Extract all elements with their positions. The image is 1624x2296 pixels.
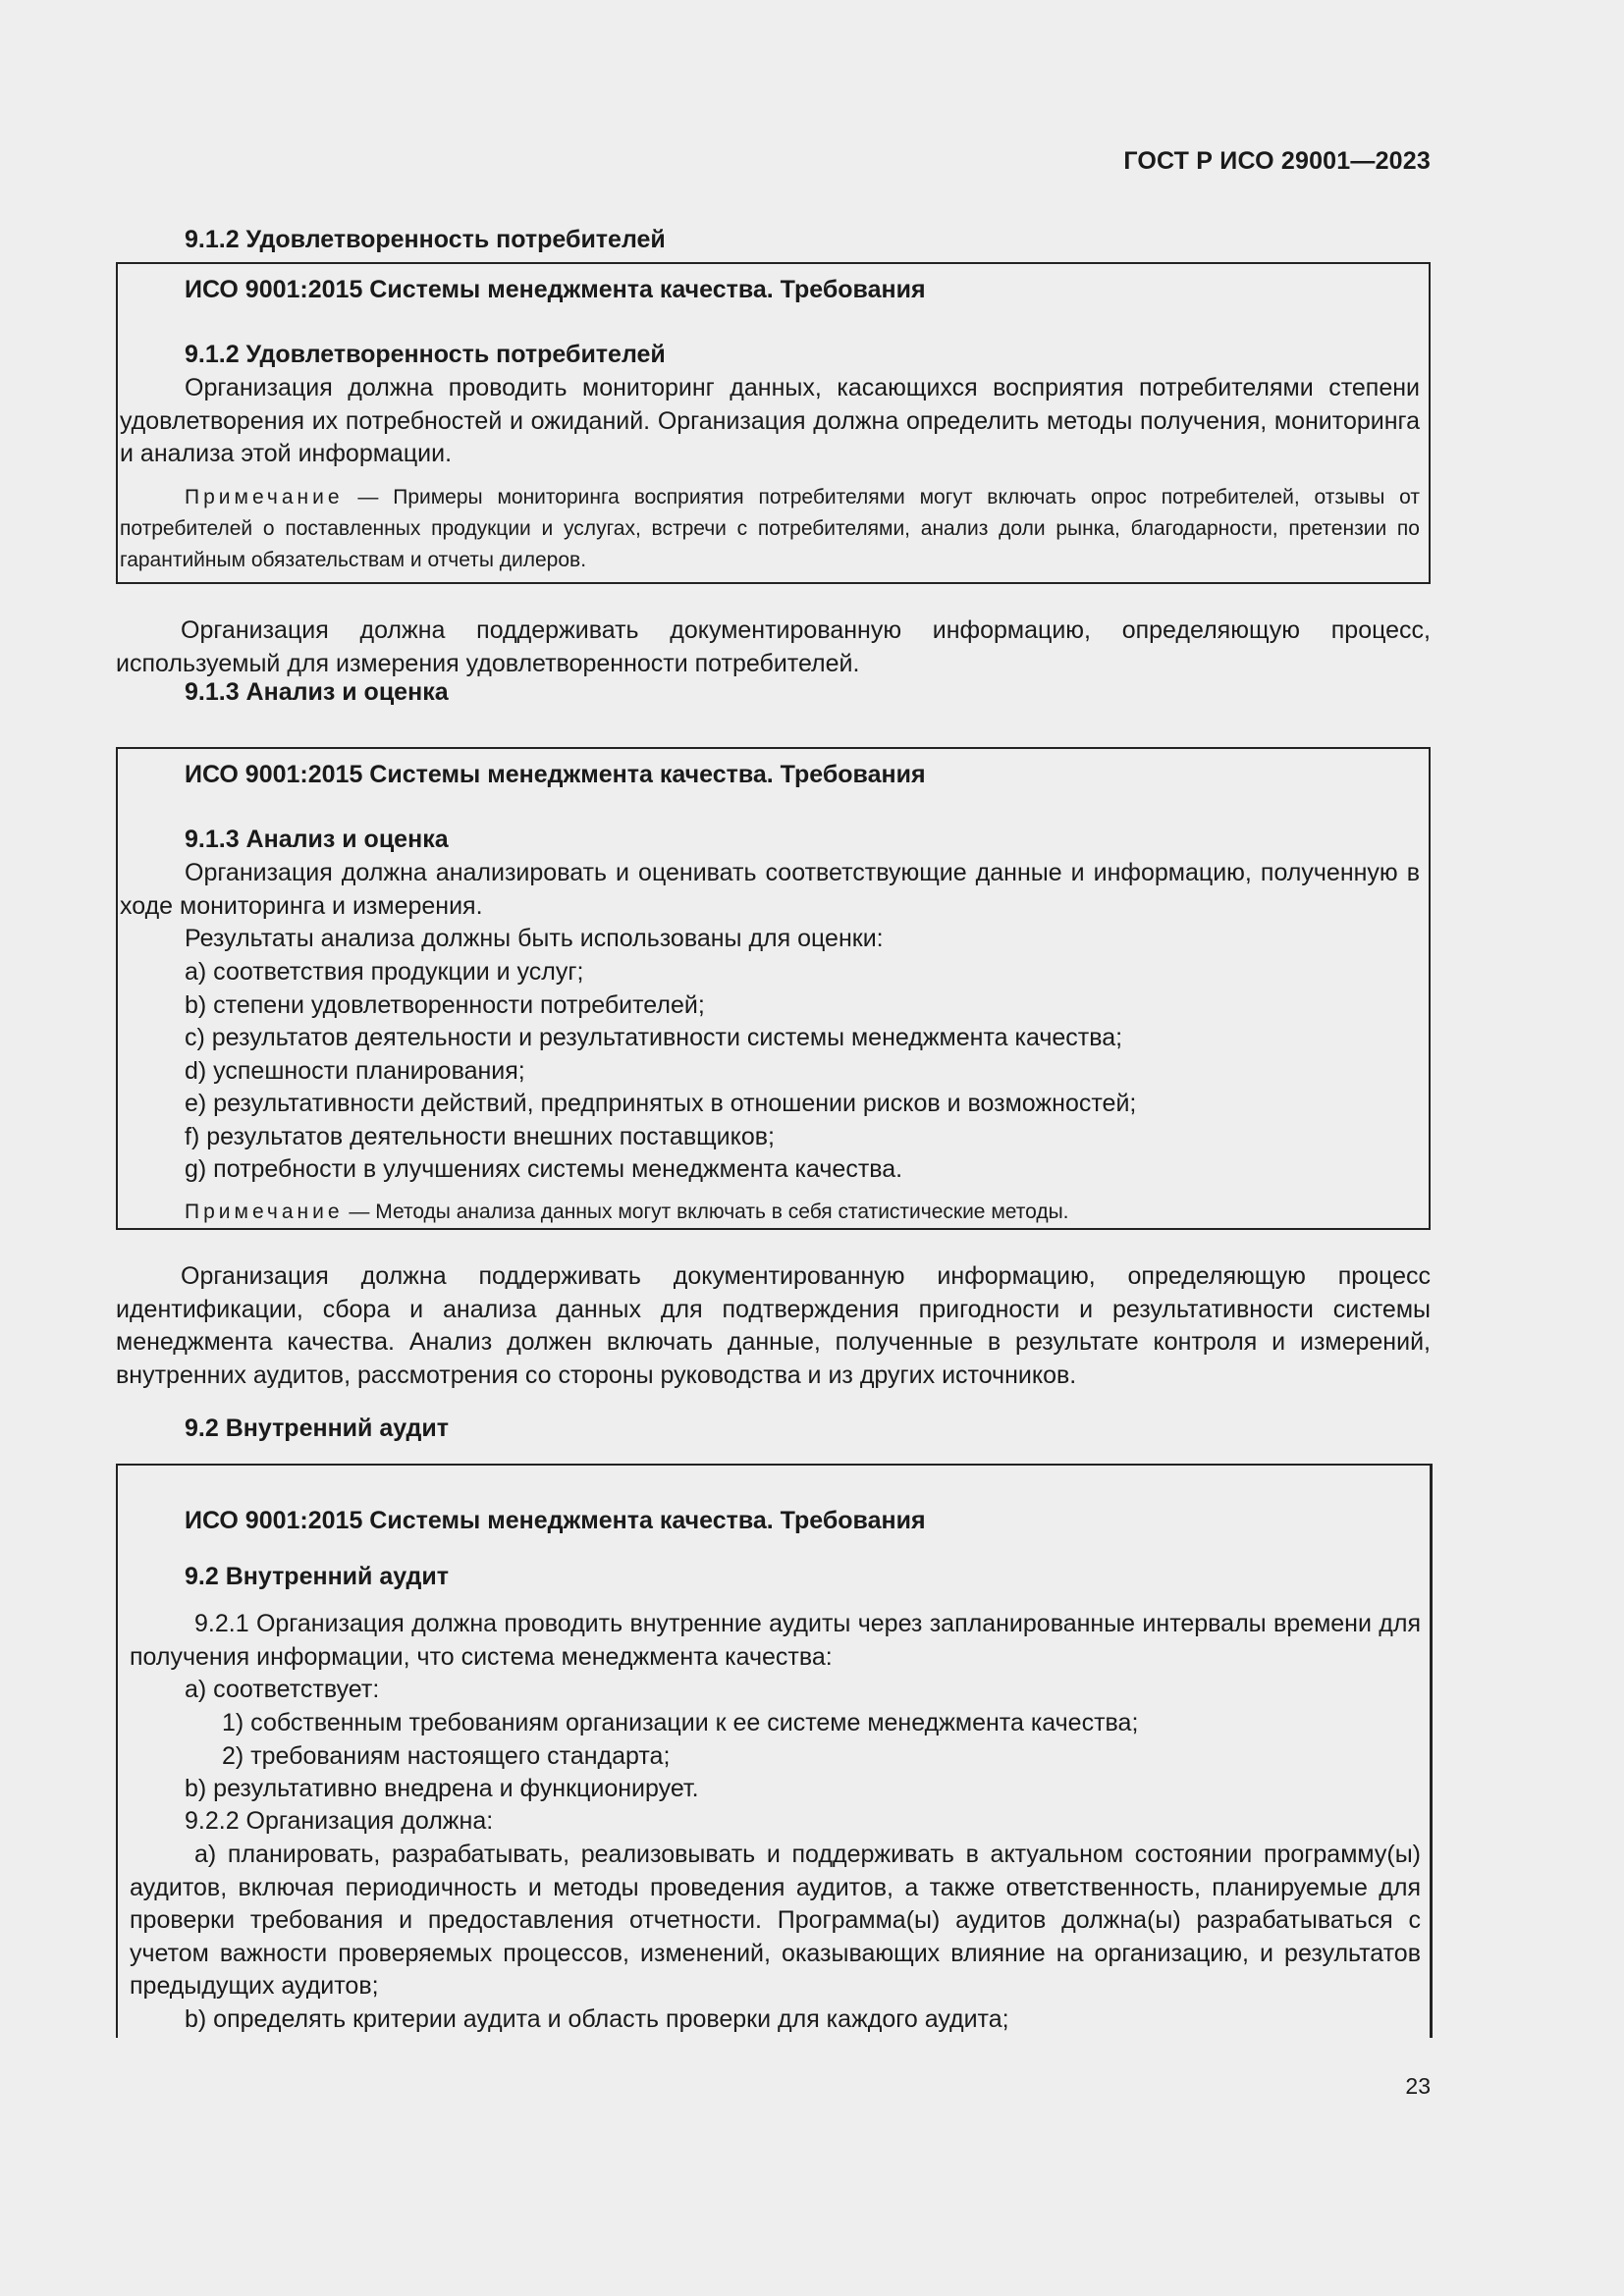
quote-box-9-1-3 xyxy=(116,747,1431,1230)
box-note xyxy=(185,1197,1069,1228)
list-items xyxy=(185,956,1136,1187)
list-item: g) потребности в улучшениях системы менеджмента качества. xyxy=(185,1155,903,1183)
list-subitem: 2) требованиям настоящего стандарта; xyxy=(222,1742,671,1770)
box-paragraph: Организация должна анализировать и оценивать соответствующие данные и информацию, полученную в ходе мониторинга и измерения. xyxy=(120,859,1420,920)
box-paragraph-2: Результаты анализа должны быть использованы для оценки: xyxy=(185,925,884,952)
quote-box-9-1-2 xyxy=(116,262,1431,584)
box-title: ИСО 9001:2015 Системы менеджмента качества. Требования xyxy=(185,761,926,788)
box-subheading: 9.1.3 Анализ и оценка xyxy=(185,826,449,853)
list-item: d) успешности планирования; xyxy=(185,1056,525,1085)
section-heading-9-1-2: 9.1.2 Удовлетворенность потребителей xyxy=(185,226,666,253)
box-subheading: 9.2 Внутренний аудит xyxy=(185,1563,450,1590)
paragraph-9-2-2-a: a) планировать, разрабатывать, реализовывать и поддерживать в актуальном состоянии программу(ы) аудитов, включая периодичность и методы проведения аудитов, а также ответственность, планируемые для проверки требования и предоставления отчетности. Программа(ы) аудитов должна(ы) разрабатываться с учетом важности проверяемых процессов, изменений, оказывающих влияние на организацию, и результатов предыдущих аудитов; xyxy=(130,1841,1421,2000)
list-item: a) соответствия продукции и услуг; xyxy=(185,958,584,986)
list-item: b) степени удовлетворенности потребителей; xyxy=(185,990,705,1019)
note-label: Примечание xyxy=(185,1201,344,1223)
paragraph-9-2-2: 9.2.2 Организация должна: xyxy=(185,1807,494,1835)
box-paragraph: Организация должна проводить мониторинг данных, касающихся восприятия потребителями степени удовлетворения их потребностей и ожиданий. Организация должна определить методы получения, мониторинга и анализа этой информации. xyxy=(120,374,1420,467)
list-item: b) определять критерии аудита и область проверки для каждого аудита; xyxy=(185,2005,1009,2033)
box-note xyxy=(120,482,1420,576)
section-heading-9-2: 9.2 Внутренний аудит xyxy=(185,1415,450,1442)
note-text: — Методы анализа данных могут включать в себя статистические методы. xyxy=(343,1201,1069,1223)
section-heading-9-1-3: 9.1.3 Анализ и оценка xyxy=(185,678,449,706)
list-item: f) результатов деятельности внешних поставщиков; xyxy=(185,1122,775,1150)
box-title: ИСО 9001:2015 Системы менеджмента качества. Требования xyxy=(185,1507,926,1534)
note-text: — Примеры мониторинга восприятия потребителями могут включать опрос потребителей, отзывы от потребителей о поставленных продукции и услугах, встречи с потребителями, анализ доли рынка, благодарности, претензии по гарантийным обязательствам и отчеты дилеров. xyxy=(120,486,1420,571)
page-number: 23 xyxy=(1405,2073,1431,2099)
list-item: a) соответствует: xyxy=(185,1676,380,1703)
paragraph-after-9-1-3: Организация должна поддерживать документированную информацию, определяющую процесс идентификации, сбора и анализа данных для подтверждения пригодности и результативности системы менеджмента качества. Анализ должен включать данные, полученные в результате контроля и измерений, внутренних аудитов, рассмотрения со стороны руководства и из других источников. xyxy=(116,1262,1431,1389)
document-code: ГОСТ Р ИСО 29001—2023 xyxy=(1123,147,1431,175)
list-subitem: 1) собственным требованиям организации к ее системе менеджмента качества; xyxy=(222,1709,1139,1736)
list-item: b) результативно внедрена и функционирует. xyxy=(185,1775,699,1802)
box-title: ИСО 9001:2015 Системы менеджмента качества. Требования xyxy=(185,276,926,303)
note-label: Примечание xyxy=(185,486,344,508)
quote-box-9-2 xyxy=(116,1464,1433,2038)
list-item: c) результатов деятельности и результативности системы менеджмента качества; xyxy=(185,1024,1123,1051)
paragraph-after-9-1-2: Организация должна поддерживать документированную информацию, определяющую процесс, используемый для измерения удовлетворенности потребителей. xyxy=(116,616,1431,677)
list-item: e) результативности действий, предпринятых в отношении рисков и возможностей; xyxy=(185,1090,1137,1117)
box-subheading: 9.1.2 Удовлетворенность потребителей xyxy=(185,341,666,368)
paragraph-9-2-1: 9.2.1 Организация должна проводить внутренние аудиты через запланированные интервалы времени для получения информации, что система менеджмента качества: xyxy=(130,1610,1421,1671)
